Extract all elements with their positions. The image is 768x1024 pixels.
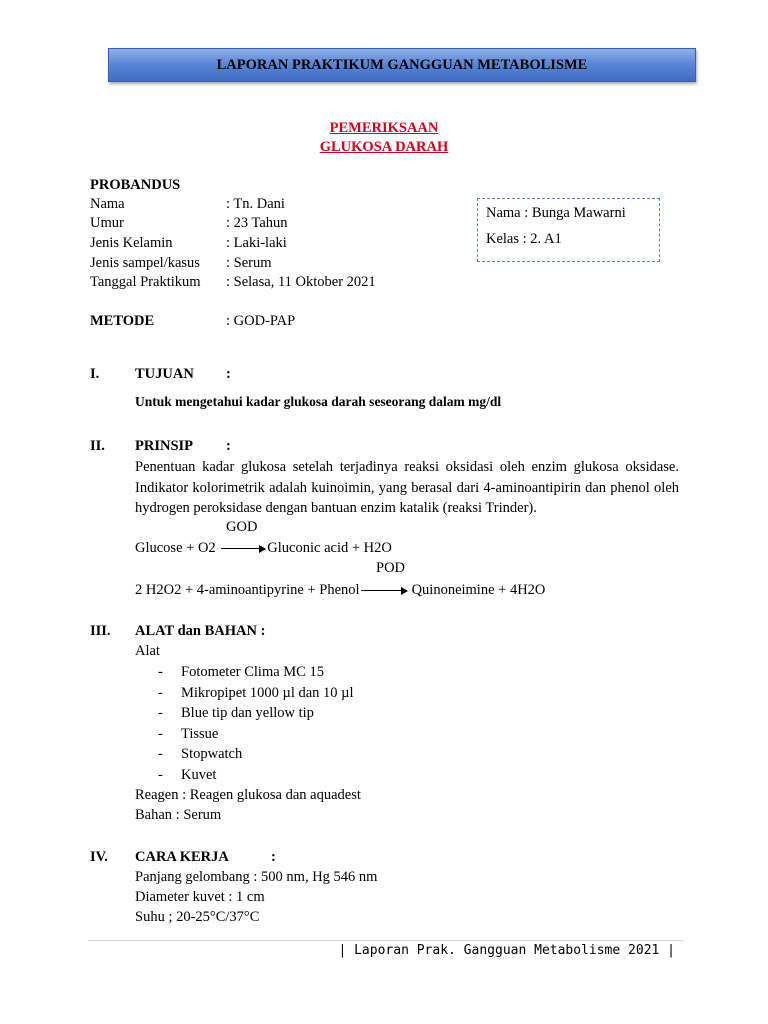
cara-kerja-colon: : xyxy=(271,849,276,865)
metode-label: METODE xyxy=(90,313,155,329)
reaction-1-left: Glucose + O2 xyxy=(135,540,216,556)
list-item: Stopwatch xyxy=(181,746,243,762)
probandus-value-umur: : 23 Tahun xyxy=(226,215,288,231)
tujuan-number: I. xyxy=(90,366,100,382)
list-item-dash: - xyxy=(158,664,163,680)
prinsip-number: II. xyxy=(90,438,105,454)
probandus-value-nama: : Tn. Dani xyxy=(226,196,285,212)
enzyme-god: GOD xyxy=(226,519,258,535)
probandus-label-nama: Nama xyxy=(90,196,125,212)
reaction-2 xyxy=(135,582,545,599)
banner-title: LAPORAN PRAKTIKUM GANGGUAN METABOLISME xyxy=(216,56,588,73)
footer-divider xyxy=(88,940,684,941)
list-item-dash: - xyxy=(158,767,163,783)
reaction-2-right: Quinoneimine + 4H2O xyxy=(411,582,546,598)
heading-line-1: PEMERIKSAAN xyxy=(329,120,439,136)
metode-value: : GOD-PAP xyxy=(226,313,296,329)
cara-kerja-line: Panjang gelombang : 500 nm, Hg 546 nm xyxy=(135,869,378,885)
list-item: Tissue xyxy=(181,726,219,742)
reaction-2-left: 2 H2O2 + 4-aminoantipyrine + Phenol xyxy=(135,582,360,598)
probandus-title: PROBANDUS xyxy=(90,177,181,193)
page-footer: | Laporan Prak. Gangguan Metabolisme 2021 | xyxy=(338,943,675,958)
enzyme-pod: POD xyxy=(376,560,406,576)
probandus-label-umur: Umur xyxy=(90,215,124,231)
tujuan-colon: : xyxy=(226,366,231,382)
cara-kerja-number: IV. xyxy=(90,849,108,865)
report-banner xyxy=(108,48,696,82)
list-item: Fotometer Clima MC 15 xyxy=(181,664,324,680)
alat-subtitle: Alat xyxy=(135,643,160,659)
student-name: Nama : Bunga Mawarni xyxy=(486,205,626,221)
tujuan-text: Untuk mengetahui kadar glukosa darah seseorang dalam mg/dl xyxy=(135,394,502,409)
list-item: Mikropipet 1000 µl dan 10 µl xyxy=(181,685,354,701)
prinsip-title: PRINSIP xyxy=(135,438,194,454)
bahan-text: Bahan : Serum xyxy=(135,807,222,823)
list-item: Blue tip dan yellow tip xyxy=(181,705,314,721)
alat-title: ALAT dan BAHAN : xyxy=(135,623,266,639)
probandus-label-tanggal: Tanggal Praktikum xyxy=(90,274,201,290)
list-item-dash: - xyxy=(158,746,163,762)
cara-kerja-title: CARA KERJA xyxy=(135,849,229,865)
tujuan-title: TUJUAN xyxy=(135,366,194,382)
probandus-value-sampel: : Serum xyxy=(226,255,272,271)
list-item: Kuvet xyxy=(181,767,217,783)
probandus-label-jenis-kelamin: Jenis Kelamin xyxy=(90,235,173,251)
reaction-2-arrow-icon xyxy=(361,590,407,591)
heading-line-2: GLUKOSA DARAH xyxy=(319,139,449,155)
student-info-box xyxy=(477,198,660,262)
probandus-value-tanggal: : Selasa, 11 Oktober 2021 xyxy=(226,274,376,290)
alat-number: III. xyxy=(90,623,111,639)
reaction-1-arrow-icon xyxy=(221,548,265,549)
prinsip-colon: : xyxy=(226,438,231,454)
reagen-text: Reagen : Reagen glukosa dan aquadest xyxy=(135,787,361,803)
list-item-dash: - xyxy=(158,726,163,742)
cara-kerja-line: Suhu ; 20-25°C/37°C xyxy=(135,909,260,925)
reaction-1 xyxy=(135,540,392,557)
student-class: Kelas : 2. A1 xyxy=(486,231,562,247)
probandus-value-jenis-kelamin: : Laki-laki xyxy=(226,235,287,251)
list-item-dash: - xyxy=(158,705,163,721)
prinsip-text: Penentuan kadar glukosa setelah terjadinya reaksi oksidasi oleh enzim glukosa oksidase. Indikator kolorimetrik adalah kuinoimin, yang berasal dari 4-aminoantipirin dan phenol oleh hydrogen peroksidase dengan bantuan enzim katalik (reaksi Trinder). xyxy=(135,459,679,516)
list-item-dash: - xyxy=(158,685,163,701)
probandus-label-sampel: Jenis sampel/kasus xyxy=(90,255,200,271)
cara-kerja-line: Diameter kuvet : 1 cm xyxy=(135,889,265,905)
reaction-1-right: Gluconic acid + H2O xyxy=(267,540,392,556)
